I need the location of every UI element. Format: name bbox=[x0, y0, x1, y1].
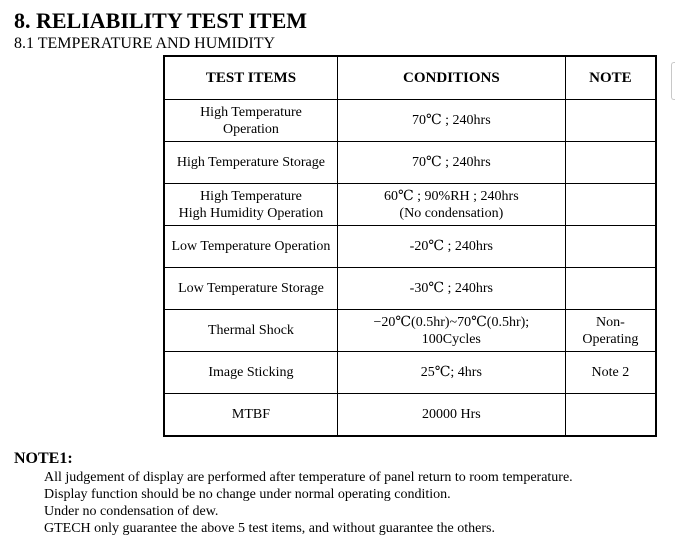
test-item-cell-line: Low Temperature Storage bbox=[178, 281, 324, 296]
test-item-cell bbox=[164, 310, 337, 352]
test-item-cell-line: High Temperature bbox=[200, 104, 302, 120]
note-cell bbox=[565, 394, 656, 437]
condition-cell-line: 25℃; 4hrs bbox=[420, 365, 482, 380]
table-row bbox=[164, 394, 656, 437]
note1-line: Display function should be no change under normal operating condition. bbox=[44, 487, 451, 502]
note-cell bbox=[565, 142, 656, 184]
test-item-cell-line: MTBF bbox=[231, 407, 271, 422]
test-item-cell bbox=[164, 268, 337, 310]
condition-cell bbox=[337, 142, 565, 184]
note-cell bbox=[565, 226, 656, 268]
note-cell-line: Note 2 bbox=[591, 365, 630, 380]
table-row bbox=[164, 310, 656, 352]
note1-line: Under no condensation of dew. bbox=[44, 504, 219, 519]
condition-cell-line: 70℃ ; 240hrs bbox=[411, 155, 491, 170]
note1-line: GTECH only guarantee the above 5 test items, and without guarantee the others. bbox=[44, 521, 495, 536]
condition-cell bbox=[337, 226, 565, 268]
condition-cell bbox=[337, 352, 565, 394]
condition-cell-line: 70℃ ; 240hrs bbox=[411, 113, 491, 128]
note-cell-line: Non- bbox=[595, 314, 625, 330]
table-row bbox=[164, 268, 656, 310]
condition-cell-line: 100Cycles bbox=[421, 331, 481, 347]
test-item-cell-line: High Temperature bbox=[200, 188, 302, 204]
subsection-title: 8.1 TEMPERATURE AND HUMIDITY bbox=[14, 35, 276, 52]
test-item-cell-line: High Humidity Operation bbox=[178, 205, 324, 221]
test-item-cell bbox=[164, 226, 337, 268]
test-item-cell bbox=[164, 352, 337, 394]
note1-title: NOTE1: bbox=[14, 450, 73, 467]
table-header-row bbox=[164, 56, 656, 100]
note-cell bbox=[565, 100, 656, 142]
header-conditions: CONDITIONS bbox=[337, 56, 565, 100]
condition-cell bbox=[337, 394, 565, 437]
test-item-cell bbox=[164, 394, 337, 437]
condition-cell-line: -20℃ ; 240hrs bbox=[409, 239, 493, 254]
header-test-items: TEST ITEMS bbox=[164, 56, 337, 100]
page-edge-mark bbox=[671, 62, 675, 100]
condition-cell bbox=[337, 268, 565, 310]
condition-cell-line: −20℃(0.5hr)~70℃(0.5hr); bbox=[373, 314, 530, 330]
note-cell bbox=[565, 184, 656, 226]
note1-line: All judgement of display are performed after temperature of panel return to room temperature. bbox=[44, 470, 573, 485]
condition-cell-line: -30℃ ; 240hrs bbox=[409, 281, 493, 296]
test-item-cell bbox=[164, 184, 337, 226]
test-item-cell-line: High Temperature Storage bbox=[176, 155, 325, 170]
test-item-cell bbox=[164, 100, 337, 142]
note1-body bbox=[44, 469, 573, 537]
table-row bbox=[164, 142, 656, 184]
test-item-cell bbox=[164, 142, 337, 184]
condition-cell bbox=[337, 310, 565, 352]
note-cell bbox=[565, 310, 656, 352]
note-cell bbox=[565, 268, 656, 310]
test-item-cell-line: Thermal Shock bbox=[207, 323, 294, 338]
note-cell bbox=[565, 352, 656, 394]
reliability-test-table bbox=[163, 55, 657, 437]
condition-cell-line: 60℃ ; 90%RH ; 240hrs bbox=[383, 188, 519, 204]
test-item-cell-line: Image Sticking bbox=[208, 365, 294, 380]
table-row bbox=[164, 226, 656, 268]
table-row bbox=[164, 352, 656, 394]
section-title: 8. RELIABILITY TEST ITEM bbox=[14, 8, 308, 33]
condition-cell-line: (No condensation) bbox=[399, 205, 504, 221]
table-row bbox=[164, 100, 656, 142]
test-item-cell-line: Low Temperature Operation bbox=[171, 239, 331, 254]
condition-cell bbox=[337, 184, 565, 226]
table-row bbox=[164, 184, 656, 226]
header-note: NOTE bbox=[565, 56, 656, 100]
note-cell-line: Operating bbox=[582, 331, 639, 347]
test-item-cell-line: Operation bbox=[222, 121, 279, 137]
condition-cell bbox=[337, 100, 565, 142]
condition-cell-line: 20000 Hrs bbox=[421, 407, 481, 422]
